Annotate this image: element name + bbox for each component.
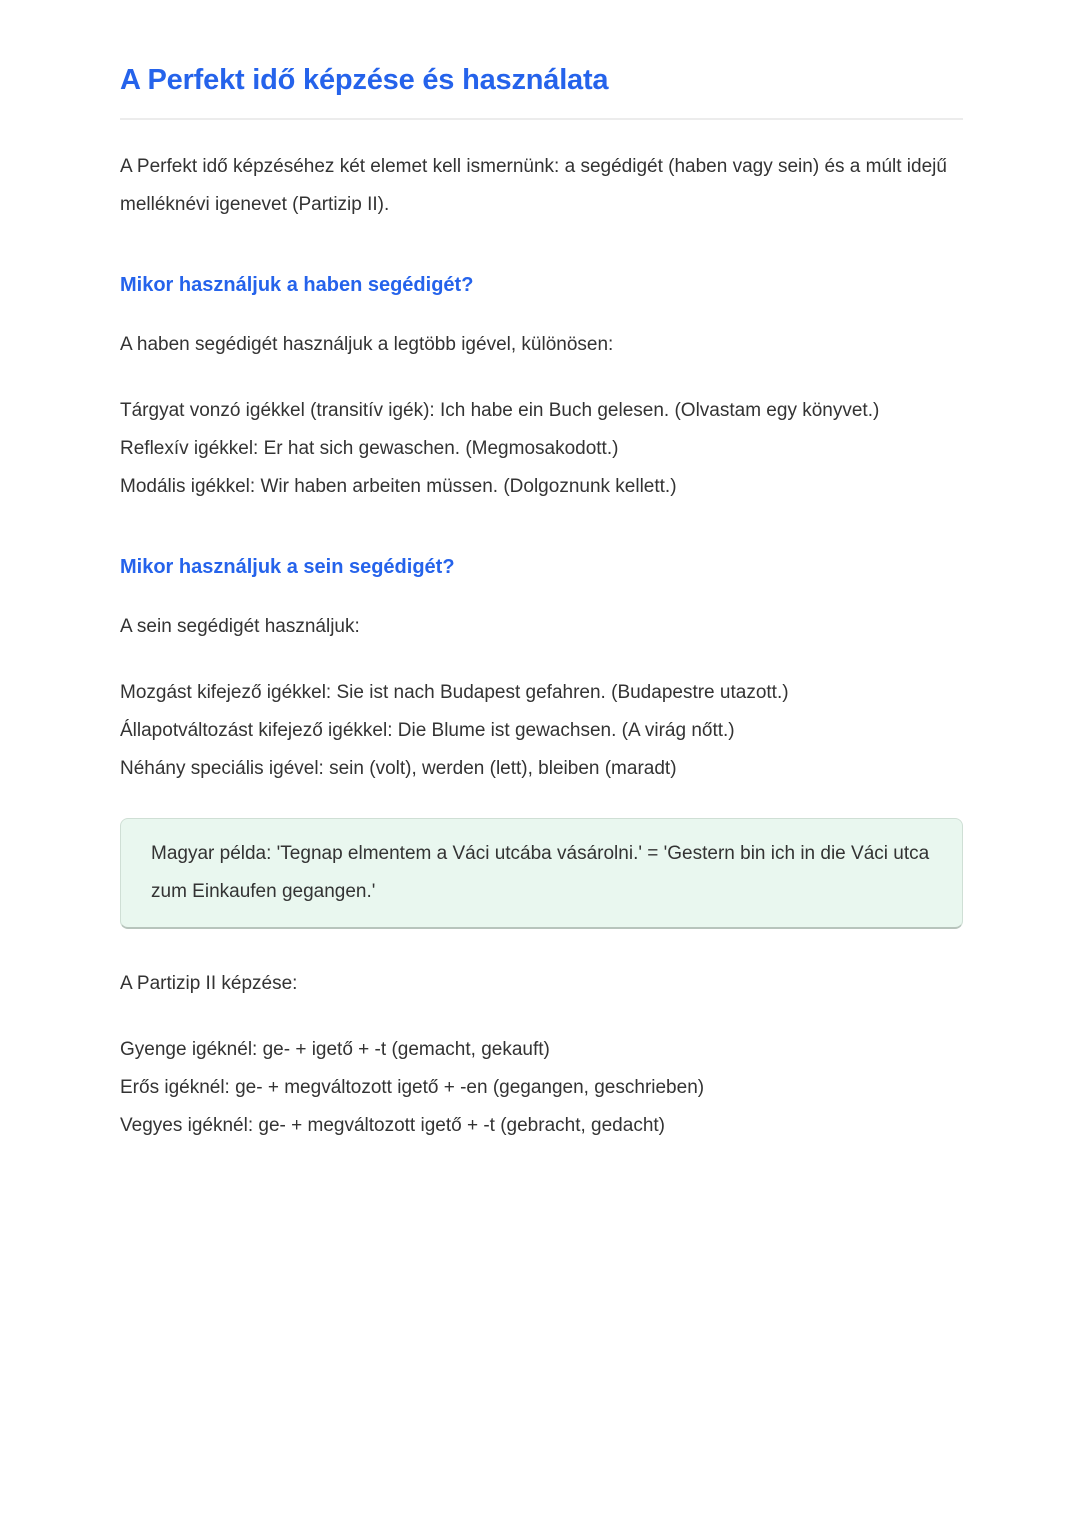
- haben-usage-item: Tárgyat vonzó igékkel (transitív igék): Ich habe ein Buch gelesen. (Olvastam egy könyvet.): [120, 400, 880, 422]
- partizip-rule-item: Gyenge igéknél: ge- + igető + -t (gemacht, gekauft): [120, 1039, 550, 1061]
- example-callout-text: Magyar példa: 'Tegnap elmentem a Váci utcába vásárolni.' = 'Gestern bin ich in die Váci utca zum Einkaufen gegangen.': [151, 843, 930, 903]
- partizip-rule-item: Vegyes igéknél: ge- + megváltozott igető + -t (gebracht, gedacht): [120, 1115, 665, 1137]
- intro-paragraph: A Perfekt idő képzéséhez két elemet kell ismernünk: a segédigét (haben vagy sein) és a múlt idejű melléknévi igenevet (Partizip II).: [120, 156, 947, 216]
- haben-usage-list: [120, 392, 963, 506]
- sein-usage-item: Állapotváltozást kifejező igékkel: Die Blume ist gewachsen. (A virág nőtt.): [120, 720, 735, 742]
- section-heading-haben: Mikor használjuk a haben segédigét?: [120, 274, 474, 297]
- sein-usage-item: Mozgást kifejező igékkel: Sie ist nach Budapest gefahren. (Budapestre utazott.): [120, 682, 789, 704]
- partizip-lead-paragraph: A Partizip II képzése:: [120, 973, 298, 995]
- sein-usage-item: Néhány speciális igével: sein (volt), werden (lett), bleiben (maradt): [120, 758, 677, 780]
- partizip-rule-item: Erős igéknél: ge- + megváltozott igető + -en (gegangen, geschrieben): [120, 1077, 705, 1099]
- haben-usage-item: Reflexív igékkel: Er hat sich gewaschen. (Megmosakodott.): [120, 438, 619, 460]
- haben-usage-item: Modális igékkel: Wir haben arbeiten müssen. (Dolgoznunk kellett.): [120, 476, 677, 498]
- title-divider: [120, 118, 963, 120]
- page-title: A Perfekt idő képzése és használata: [120, 64, 609, 96]
- sein-usage-list: [120, 674, 963, 788]
- haben-lead-paragraph: A haben segédigét használjuk a legtöbb igével, különösen:: [120, 334, 614, 356]
- partizip-rules-list: [120, 1031, 963, 1145]
- sein-lead-paragraph: A sein segédigét használjuk:: [120, 616, 360, 638]
- section-heading-sein: Mikor használjuk a sein segédigét?: [120, 556, 455, 579]
- example-callout-box: [120, 818, 963, 929]
